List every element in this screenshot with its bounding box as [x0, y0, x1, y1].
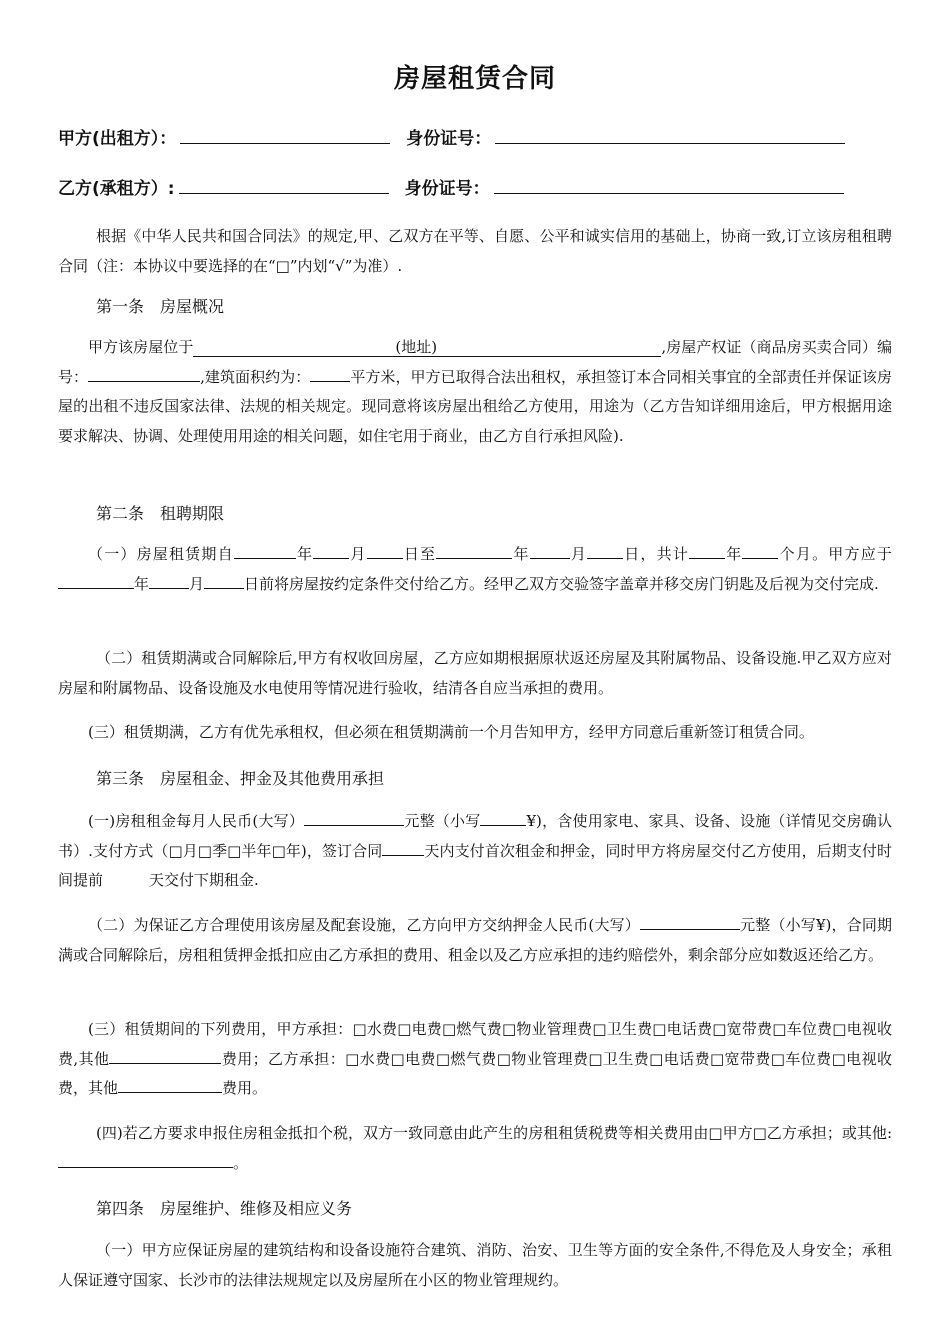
start-year-blank[interactable]	[234, 542, 296, 559]
year-unit: 年	[512, 545, 530, 563]
party-b-id-blank[interactable]	[494, 175, 844, 194]
tax-text: (四)若乙方要求申报住房租金抵扣个税，双方一致同意由此产生的房租租赁税费等相关费用由□甲方□乙方承担；或其他:	[96, 1124, 892, 1142]
total-months-blank[interactable]	[742, 542, 778, 559]
art1-text-a: 甲方该房屋位于	[88, 338, 194, 356]
document-title: 房屋租赁合同	[393, 64, 556, 94]
year-unit: 年	[295, 545, 314, 563]
advance-payment-text: 天内支付首次租金和押金，同时甲方将房屋交付乙方使用，后期支付时间提前	[58, 841, 892, 889]
art1-text-c: ,建筑面积约为：	[200, 367, 311, 386]
month-unit: 月	[349, 545, 367, 563]
delivery-day-blank[interactable]	[204, 572, 244, 589]
intro-paragraph: 根据《中华人民共和国合同法》的规定,甲、乙双方在平等、自愿、公平和诚实信用的基础上，协商一致,订立该房租租聘合同（注：本协议中要选择的在“□”内划“√”为准）.	[58, 227, 892, 275]
article-3-clause-1	[58, 807, 892, 896]
rent-upper-blank[interactable]	[304, 809, 404, 826]
article-3-clause-3	[58, 1015, 892, 1104]
rent-lower-text: 元整（小写	[404, 812, 481, 830]
year-unit: 年	[725, 545, 743, 563]
property-cert-blank[interactable]	[88, 365, 200, 382]
article-4-heading: 第四条 房屋维护、维修及相应义务	[96, 1199, 353, 1218]
deposit-end-text: 元整（小写¥)，合同期满或合同解除后，房租租赁押金抵扣应由乙方承担的费用、租金以及乙方应承担的违约赔偿外，剩余部分应如数返还给乙方。	[58, 916, 892, 964]
article-1-paragraph	[58, 333, 892, 451]
article-2-clause-3: (三）租赁期满，乙方有优先承租权，但必须在租赁期满前一个月告知甲方，经甲方同意后重新签订租赁合同。	[88, 723, 814, 741]
party-a-label: 甲方(出租方）：	[58, 129, 177, 149]
deposit-upper-blank[interactable]	[640, 913, 740, 930]
article-3-clause-2	[58, 911, 892, 970]
party-a-id-blank[interactable]	[495, 125, 845, 144]
delivery-year-blank[interactable]	[58, 572, 134, 589]
address-label: (地址)	[395, 338, 438, 356]
delivery-end-text: 日前将房屋按约定条件交付给乙方。经甲乙双方交验签字盖章并移交房门钥匙及后视为交付完成.	[244, 574, 879, 593]
month-unit: 月	[189, 574, 205, 593]
article-2-heading: 第二条 租聘期限	[96, 504, 225, 523]
party-a-other-fees-blank[interactable]	[109, 1047, 221, 1064]
payment-method-text: ¥)，含使用家电、家具、设备、设施（详情见交房确认书）.支付方式（□月□季□半年□年)，签订合同	[58, 812, 892, 860]
art1-text-d: 平方米，甲方已取得合法出租权，承担签订本合同相关事宜的全部责任并保证该房屋的出租不违反国家法律、法规的相关规定。现同意将该房屋出租给乙方使用，用途为（乙方告知详细用途后，甲方根据用途要求解决、协调、处理使用用途的相关问题，如住宅用于商业，由乙方自行承担风险).	[58, 367, 892, 445]
start-month-blank[interactable]	[313, 542, 349, 559]
article-3-clause-4	[58, 1119, 892, 1178]
rent-lower-blank[interactable]	[480, 809, 526, 826]
art1-text-b: ,房屋产权证（商品房买卖合同）编号：	[58, 338, 892, 386]
party-a-line	[58, 124, 845, 149]
tax-end-text: 。	[233, 1153, 249, 1172]
lease-start-text: （一）房屋租赁期自	[88, 545, 234, 563]
area-blank[interactable]	[310, 365, 350, 382]
year-unit: 年	[134, 574, 150, 593]
delivery-month-blank[interactable]	[149, 572, 189, 589]
party-a-fees-text: (三）租赁期间的下列费用，甲方承担：□水费□电费□燃气费□物业管理费□卫生费□电话费□宽带费□车位费□电视收费,其他	[58, 1020, 892, 1068]
end-month-blank[interactable]	[530, 542, 570, 559]
end-year-blank[interactable]	[436, 542, 512, 559]
month-unit: 月	[569, 545, 588, 563]
fees-end-text: 费用。	[222, 1079, 268, 1097]
first-payment-days-blank[interactable]	[382, 839, 424, 856]
party-b-line	[58, 174, 844, 199]
article-3-heading: 第三条 房屋租金、押金及其他费用承担	[96, 769, 385, 788]
total-text: 日，共计	[623, 545, 690, 563]
party-b-fees-text: 费用；乙方承担：□水费□电费□燃气费□物业管理费□卫生费□电话费□宽带费□车位费□电视收费，其他	[58, 1049, 892, 1097]
party-b-label: 乙方(承租方）:	[58, 179, 175, 199]
party-a-id-label: 身份证号：	[406, 129, 492, 149]
day-to-text: 日至	[402, 545, 437, 563]
party-a-name-blank[interactable]	[180, 125, 390, 144]
months-text: 个月。甲方应于	[778, 545, 892, 563]
end-day-blank[interactable]	[587, 542, 623, 559]
property-address-blank[interactable]	[193, 338, 661, 357]
next-rent-text: 天交付下期租金.	[149, 871, 259, 889]
party-b-id-label: 身份证号：	[404, 179, 490, 199]
article-2-clause-2: （二）租赁期满或合同解除后,甲方有权收回房屋，乙方应如期根据原状返还房屋及其附属物品、设备设施.甲乙双方应对房屋和附属物品、设备设施及水电使用等情况进行验收，结清各自应当承担的费用。	[58, 649, 892, 697]
total-years-blank[interactable]	[689, 542, 725, 559]
article-1-heading: 第一条 房屋概况	[96, 297, 225, 316]
rent-upper-text: (一)房租租金每月人民币(大写）	[88, 812, 305, 830]
article-4-clause-1: （一）甲方应保证房屋的建筑结构和设备设施符合建筑、消防、治安、卫生等方面的安全条件,不得危及人身安全；承租人保证遵守国家、长沙市的法律法规规定以及房屋所在小区的物业管理规约。	[58, 1241, 892, 1289]
tax-other-blank[interactable]	[58, 1151, 233, 1168]
party-b-name-blank[interactable]	[179, 175, 389, 194]
deposit-text: （二）为保证乙方合理使用该房屋及配套设施，乙方向甲方交纳押金人民币(大写）	[88, 916, 640, 934]
party-b-other-fees-blank[interactable]	[118, 1076, 222, 1093]
article-2-clause-1	[58, 540, 892, 599]
start-day-blank[interactable]	[367, 542, 403, 559]
